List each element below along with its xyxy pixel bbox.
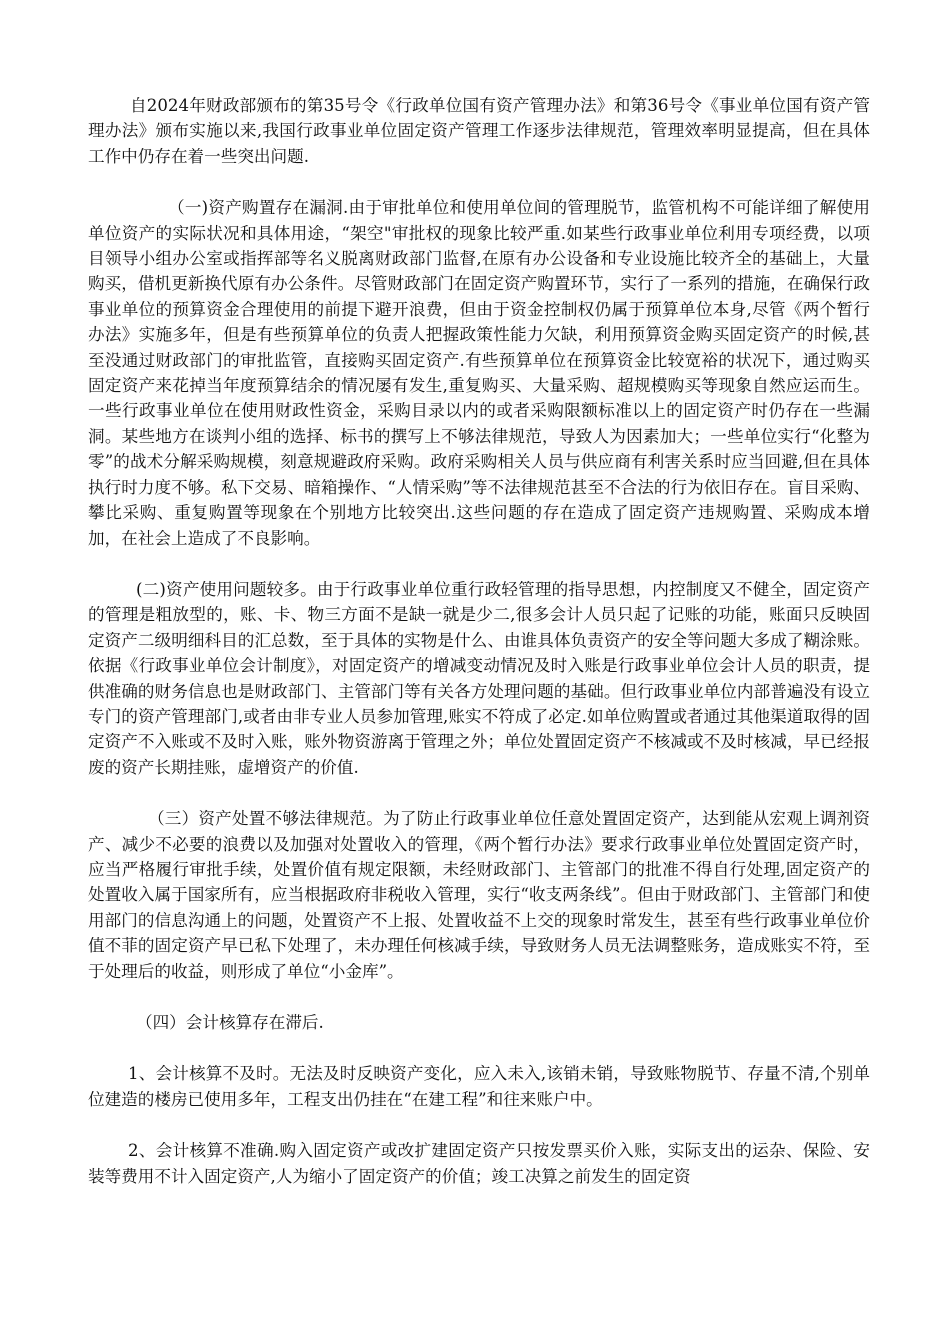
paragraph-accounting-untimely: 1、会计核算不及时。无法及时反映资产变化，应入未入,该销未销，导致账物脱节、存量不清,个别单位建造的楼房已使用多年，工程支出仍挂在“在建工程”和往来账户中。 [88,1064,870,1109]
paragraph-asset-usage: (二)资产使用问题较多。由于行政事业单位重行政轻管理的指导思想，内控制度又不健全，固定资产的管理是粗放型的，账、卡、物三方面不是缺一就是少二,很多会计人员只起了记账的功能，账面只反映固定资产二级明细科目的汇总数，至于具体的实物是什么、由谁具体负责资产的安全等问题大多成了糊涂账。依据《行政事业单位会计制度》，对固定资产的增减变动情况及时入账是行政事业单位会计人员的职责，提供准确的财务信息也是财政部门、主管部门等有关各方处理问题的基础。但行政事业单位内部普遍没有设立专门的资产管理部门,或者由非专业人员参加管理,账实不符成了必定.如单位购置或者通过其他渠道取得的固定资产不入账或不及时入账，账外物资游离于管理之外；单位处置固定资产不核减或不及时核减，早已经报废的资产长期挂账，虚增资产的价值. [88,579,870,777]
paragraph-accounting-inaccurate: 2、会计核算不准确.购入固定资产或改扩建固定资产只按发票买价入账，实际支出的运杂、保险、安装等费用不计入固定资产,人为缩小了固定资产的价值；竣工决算之前发生的固定资 [88,1141,870,1186]
paragraph-accounting-heading: （四）会计核算存在滞后. [136,1013,324,1032]
paragraph-asset-disposal: （三）资产处置不够法律规范。为了防止行政事业单位任意处置固定资产，达到能从宏观上调剂资产、减少不必要的浪费以及加强对处置收入的管理，《两个暂行办法》要求行政事业单位处置固定资产时，应当严格履行审批手续，处置价值有规定限额，未经财政部门、主管部门的批准不得自行处理,固定资产的处置收入属于国家所有，应当根据政府非税收入管理，实行“收支两条线”。但由于财政部门、主管部门和使用部门的信息沟通上的问题，处置资产不上报、处置收益不上交的现象时常发生，甚至有些行政事业单位价值不菲的固定资产早已私下处理了，未办理任何核减手续，导致财务人员无法调整账务，造成账实不符，至于处理后的收益，则形成了单位“小金库”。 [88,809,870,981]
document-body [88,93,870,1189]
paragraph-asset-purchase: （一)资产购置存在漏洞.由于审批单位和使用单位间的管理脱节，监管机构不可能详细了解使用单位资产的实际状况和具体用途，“架空"审批权的现象比较严重.如某些行政事业单位利用专项经费，以项目领导小组办公室或指挥部等名义脱离财政部门监督,在原有办公设备和专业设施比较齐全的基础上，大量购买，借机更新换代原有办公条件。尽管财政部门在固定资产购置环节，实行了一系列的措施，在确保行政事业单位的预算资金合理使用的前提下避开浪费，但由于资金控制权仍属于预算单位本身,尽管《两个暂行办法》实施多年，但是有些预算单位的负责人把握政策性能力欠缺，利用预算资金购买固定资产的时候,甚至没通过财政部门的审批监管，直接购买固定资产.有些预算单位在预算资金比较宽裕的状况下，通过购买固定资产来花掉当年度预算结余的情况屡有发生,重复购买、大量采购、超规模购买等现象自然应运而生。一些行政事业单位在使用财政性资金，采购目录以内的或者采购限额标准以上的固定资产时仍存在一些漏洞。某些地方在谈判小组的选择、标书的撰写上不够法律规范，导致人为因素加大；一些单位实行“化整为零”的战术分解采购规模，刻意规避政府采购。政府采购相关人员与供应商有利害关系时应当回避,但在具体执行时力度不够。私下交易、暗箱操作、“人情采购”等不法律规范甚至不合法的行为依旧存在。盲目采购、攀比采购、重复购置等现象在个别地方比较突出.这些问题的存在造成了固定资产违规购置、采购成本增加，在社会上造成了不良影响。 [88,198,870,548]
paragraph-intro: 自2024年财政部颁布的第35号令《行政单位国有资产管理办法》和第36号令《事业单位国有资产管理办法》颁布实施以来,我国行政事业单位固定资产管理工作逐步法律规范，管理效率明显提高，但在具体工作中仍存在着一些突出问题. [88,96,870,166]
